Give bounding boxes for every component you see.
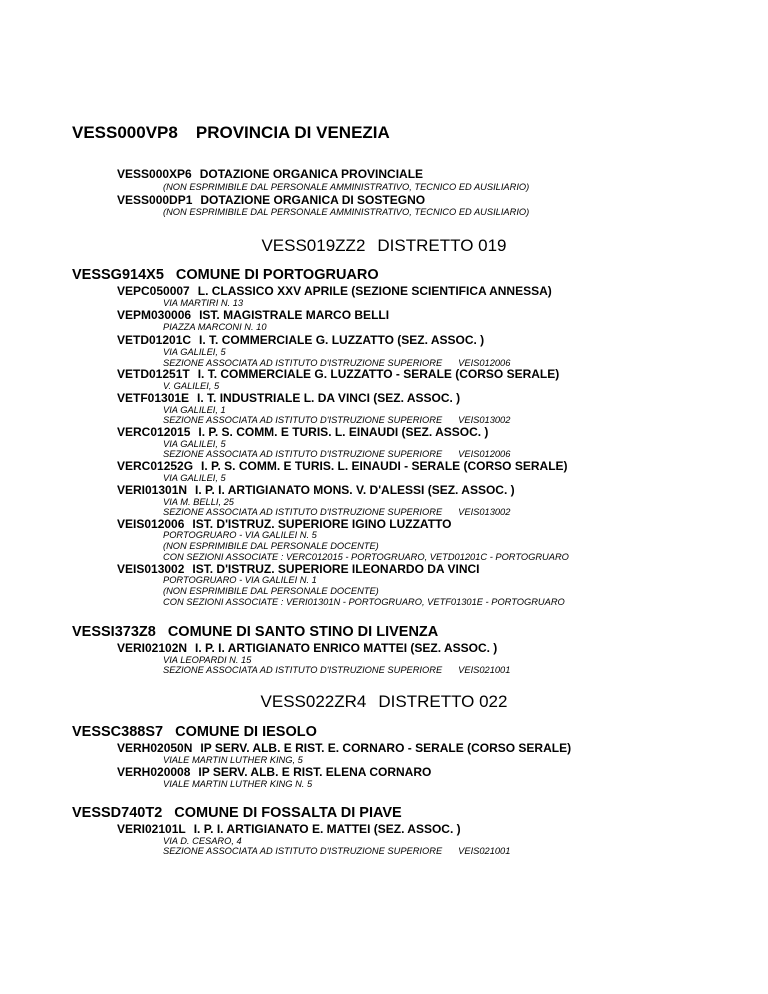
school-note: (NON ESPRIMIBILE DAL PERSONALE DOCENTE) — [163, 586, 379, 596]
school-code: VEIS012006 — [117, 517, 185, 531]
school-name: I. P. S. COMM. E TURIS. L. EINAUDI - SERALE (CORSO SERALE) — [201, 459, 568, 473]
school-name: I. P. I. ARTIGIANATO E. MATTEI (SEZ. ASSOC. ) — [193, 822, 461, 836]
association-code: VEIS013002 — [458, 507, 511, 517]
provincia-heading — [72, 123, 390, 143]
school-heading — [117, 459, 568, 473]
association-code: VEIS012006 — [458, 358, 511, 368]
school-address: PIAZZA MARCONI N. 10 — [163, 322, 267, 332]
school-code: VETF01301E — [117, 391, 190, 405]
school-address: VIA GALILEI, 1 — [163, 405, 226, 415]
district-name: DISTRETTO 019 — [377, 236, 507, 255]
school-name: I. T. COMMERCIALE G. LUZZATTO (SEZ. ASSOC. ) — [199, 333, 485, 347]
association-code: VEIS021001 — [458, 846, 511, 856]
school-code: VETD01251T — [117, 367, 190, 381]
comune-code: VESSG914X5 — [72, 267, 164, 283]
school-address: VIA GALILEI, 5 — [163, 347, 226, 357]
district-heading — [0, 236, 768, 256]
comune-heading — [72, 805, 402, 821]
school-name: IP SERV. ALB. E RIST. ELENA CORNARO — [198, 765, 432, 779]
school-address: PORTOGRUARO - VIA GALILEI N. 5 — [163, 530, 317, 540]
school-name: IP SERV. ALB. E RIST. E. CORNARO - SERALE (CORSO SERALE) — [200, 741, 572, 755]
association-text: SEZIONE ASSOCIATA AD ISTITUTO D'ISTRUZIONE SUPERIORE — [163, 665, 443, 675]
school-address: PORTOGRUARO - VIA GALILEI N. 1 — [163, 575, 317, 585]
comune-name: COMUNE DI FOSSALTA DI PIAVE — [174, 805, 402, 821]
association-text: SEZIONE ASSOCIATA AD ISTITUTO D'ISTRUZIONE SUPERIORE — [163, 846, 443, 856]
school-code: VERI01301N — [117, 483, 188, 497]
school-name: IST. D'ISTRUZ. SUPERIORE IGINO LUZZATTO — [192, 517, 452, 531]
school-name: I. T. COMMERCIALE G. LUZZATTO - SERALE (CORSO SERALE) — [197, 367, 560, 381]
provincia-name: PROVINCIA DI VENEZIA — [195, 123, 390, 142]
school-heading — [117, 284, 552, 298]
school-heading — [117, 367, 559, 381]
district-heading — [0, 692, 768, 712]
school-name: I. P. I. ARTIGIANATO MONS. V. D'ALESSI (SEZ. ASSOC. ) — [195, 483, 515, 497]
school-association — [163, 846, 510, 856]
school-address: VIA GALILEI, 5 — [163, 473, 226, 483]
school-name: I. P. S. COMM. E TURIS. L. EINAUDI (SEZ. ASSOC. ) — [198, 425, 489, 439]
entry-note: (NON ESPRIMIBILE DAL PERSONALE AMMINISTRATIVO, TECNICO ED AUSILIARIO) — [163, 182, 530, 192]
entry-code: VESS000DP1 — [117, 193, 193, 207]
school-heading — [117, 308, 389, 322]
entry-heading — [117, 167, 423, 181]
district-name: DISTRETTO 022 — [378, 692, 508, 711]
school-heading — [117, 641, 497, 655]
school-heading — [117, 517, 451, 531]
provincia-code: VESS000VP8 — [72, 123, 178, 142]
school-code: VERH02050N — [117, 741, 193, 755]
school-name: I. P. I. ARTIGIANATO ENRICO MATTEI (SEZ. ASSOC. ) — [195, 641, 498, 655]
school-code: VERC012015 — [117, 425, 191, 439]
comune-code: VESSD740T2 — [72, 805, 163, 821]
school-heading — [117, 425, 488, 439]
school-address: VIA GALILEI, 5 — [163, 439, 226, 449]
district-code: VESS019ZZ2 — [261, 236, 366, 255]
entry-name: DOTAZIONE ORGANICA DI SOSTEGNO — [200, 193, 426, 207]
entry-code: VESS000XP6 — [117, 167, 192, 181]
school-code: VEIS013002 — [117, 562, 185, 576]
school-association — [163, 415, 510, 425]
association-code: VEIS013002 — [458, 415, 511, 425]
school-name: IST. D'ISTRUZ. SUPERIORE ILEONARDO DA VINCI — [192, 562, 480, 576]
school-heading — [117, 483, 515, 497]
comune-code: VESSI373Z8 — [72, 624, 156, 640]
school-code: VERC01252G — [117, 459, 194, 473]
school-heading — [117, 562, 480, 576]
entry-heading — [117, 193, 425, 207]
school-heading — [117, 741, 571, 755]
school-address: VIA MARTIRI N. 13 — [163, 298, 244, 308]
school-name: IST. MAGISTRALE MARCO BELLI — [199, 308, 390, 322]
association-text: SEZIONE ASSOCIATA AD ISTITUTO D'ISTRUZIONE SUPERIORE — [163, 415, 443, 425]
association-text: SEZIONE ASSOCIATA AD ISTITUTO D'ISTRUZIONE SUPERIORE — [163, 507, 443, 517]
school-code: VETD01201C — [117, 333, 192, 347]
school-heading — [117, 822, 461, 836]
association-code: VEIS012006 — [458, 449, 511, 459]
school-code: VERI02101L — [117, 822, 186, 836]
comune-heading — [72, 724, 317, 740]
school-heading — [117, 765, 431, 779]
school-address: VIA LEOPARDI N. 15 — [163, 655, 252, 665]
school-address: VIALE MARTIN LUTHER KING N. 5 — [163, 779, 313, 789]
association-code: VEIS021001 — [458, 665, 511, 675]
school-code: VERH020008 — [117, 765, 191, 779]
comune-heading — [72, 624, 438, 640]
school-association — [163, 665, 510, 675]
school-address: VIA D. CESARO, 4 — [163, 836, 242, 846]
school-association — [163, 507, 510, 517]
comune-name: COMUNE DI IESOLO — [175, 724, 317, 740]
school-name: I. T. INDUSTRIALE L. DA VINCI (SEZ. ASSOC. ) — [197, 391, 461, 405]
school-address: VIA M. BELLI, 25 — [163, 497, 234, 507]
school-name: L. CLASSICO XXV APRILE (SEZIONE SCIENTIFICA ANNESSA) — [197, 284, 552, 298]
school-code: VEPC050007 — [117, 284, 190, 298]
entry-name: DOTAZIONE ORGANICA PROVINCIALE — [199, 167, 424, 181]
district-code: VESS022ZR4 — [260, 692, 367, 711]
school-address: V. GALILEI, 5 — [163, 381, 220, 391]
association-text: SEZIONE ASSOCIATA AD ISTITUTO D'ISTRUZIONE SUPERIORE — [163, 358, 443, 368]
school-sections: CON SEZIONI ASSOCIATE : VERI01301N - PORTOGRUARO, VETF01301E - PORTOGRUARO — [163, 597, 565, 607]
school-association — [163, 449, 510, 459]
association-text: SEZIONE ASSOCIATA AD ISTITUTO D'ISTRUZIONE SUPERIORE — [163, 449, 443, 459]
entry-note: (NON ESPRIMIBILE DAL PERSONALE AMMINISTRATIVO, TECNICO ED AUSILIARIO) — [163, 207, 530, 217]
school-code: VEPM030006 — [117, 308, 192, 322]
school-heading — [117, 333, 484, 347]
school-heading — [117, 391, 460, 405]
school-note: (NON ESPRIMIBILE DAL PERSONALE DOCENTE) — [163, 541, 379, 551]
comune-code: VESSC388S7 — [72, 724, 164, 740]
school-address: VIALE MARTIN LUTHER KING, 5 — [163, 755, 303, 765]
school-sections: CON SEZIONI ASSOCIATE : VERC012015 - PORTOGRUARO, VETD01201C - PORTOGRUARO — [163, 552, 569, 562]
comune-heading — [72, 267, 379, 283]
comune-name: COMUNE DI SANTO STINO DI LIVENZA — [167, 624, 439, 640]
comune-name: COMUNE DI PORTOGRUARO — [175, 267, 379, 283]
school-code: VERI02102N — [117, 641, 188, 655]
